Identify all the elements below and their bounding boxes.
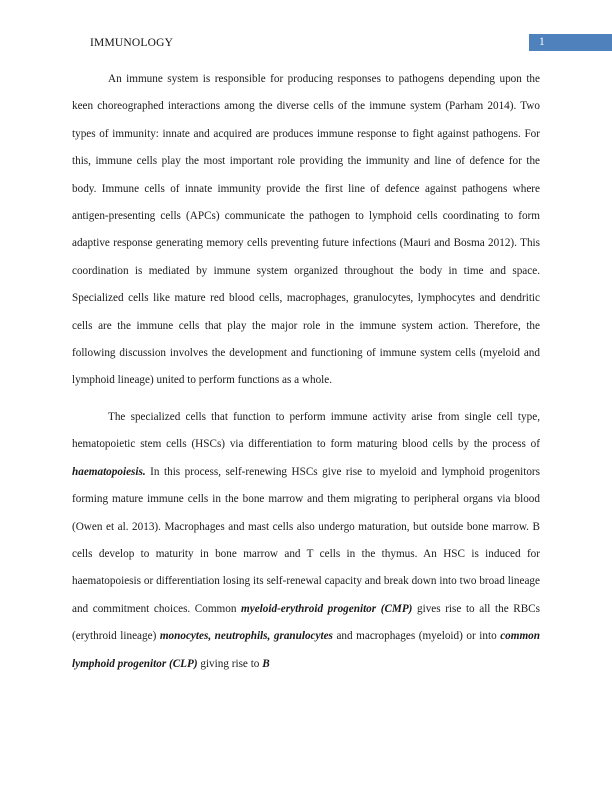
term-cmp: myeloid-erythroid progenitor (CMP) (241, 602, 413, 615)
running-head: IMMUNOLOGY (90, 37, 174, 49)
document-body (72, 66, 540, 678)
page-header (0, 34, 612, 52)
paragraph-2-text-3: gives rise to all the RBCs (erythroid lineage) (72, 602, 540, 643)
term-b: B (262, 657, 270, 670)
page-number: 1 (539, 36, 545, 48)
paragraph-1: An immune system is responsible for producing responses to pathogens depending upon the keen choreographed interactions among the diverse cells of the immune system (Parham 2014). Two types of immunity: innate and acquired are produces immune response to fight against pathogens. For this, immune cells play the most important role providing the immunity and line of defence for the body. Immune cells of innate immunity provide the first line of defence against pathogens where antigen-presenting cells (APCs) communicate the pathogen to lymphoid cells coordinating to form adaptive response generating memory cells preventing future infections (Mauri and Bosma 2012). This coordination is mediated by immune system organized throughout the body in time and space. Specialized cells like mature red blood cells, macrophages, granulocytes, lymphocytes and dendritic cells are the immune cells that play the major role in the immune system action. Therefore, the following discussion involves the development and functioning of immune system cells (myeloid and lymphoid lineage) united to perform functions as a whole. (72, 73, 540, 387)
term-myeloid-cells: monocytes, neutrophils, granulocytes (159, 630, 333, 643)
paragraph-2-text-5: giving rise to (197, 657, 263, 670)
term-clp: common lymphoid progenitor (CLP) (72, 630, 540, 670)
paragraph-2-text-4: and macrophages (myeloid) or into (332, 630, 501, 643)
paragraph-2-text-2: In this process, self-renewing HSCs give rise to myeloid and lymphoid progenitors forming mature immune cells in the bone marrow and them migrating to peripheral organs via blood (Owen et al. 2013). Macrophages and mast cells also undergo maturation, but outside bone marrow. B cells develop to maturity in bone marrow and T cells in the thymus. An HSC is induced for haematopoiesis or differentiation losing its self-renewal capacity and break down into two broad lineage and commitment choices. Common (72, 465, 540, 615)
term-haematopoiesis: haematopoiesis. (72, 465, 146, 478)
paragraph-2-text-1: The specialized cells that function to perform immune activity arise from single cell type, hematopoietic stem cells (HSCs) via differentiation to form maturing blood cells by the process of (72, 410, 540, 451)
paragraph-2 (72, 404, 540, 678)
page-number-box (529, 34, 612, 51)
